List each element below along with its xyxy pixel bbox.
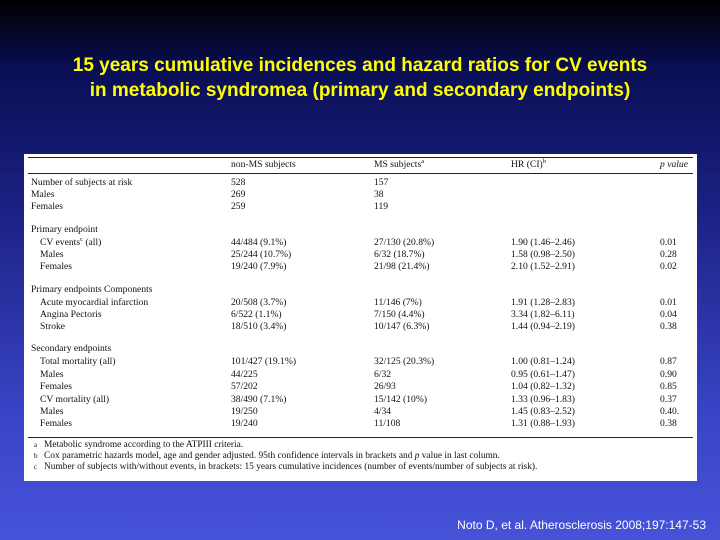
row-label-text: Primary endpoints Components [31, 284, 153, 295]
header-non-ms: non-MS subjects [231, 159, 296, 170]
row-label-text: Acute myocardial infarction [40, 297, 149, 308]
cell-p-value: 0.28 [660, 249, 677, 260]
footnote [34, 440, 243, 451]
cell-ms: 21/98 (21.4%) [374, 261, 430, 272]
cell-p-value: 0.85 [660, 381, 677, 392]
cell-non-ms: 18/510 (3.4%) [231, 321, 287, 332]
row-label-text: Females [40, 381, 72, 392]
row-label-text: Total mortality (all) [40, 356, 116, 367]
cell-non-ms: 57/202 [231, 381, 258, 392]
row-label [31, 224, 98, 236]
cell-p-value: 0.37 [660, 394, 677, 405]
cell-ms: 7/150 (4.4%) [374, 309, 425, 320]
cell-ms: 11/108 [374, 418, 401, 429]
cell-hr: 1.04 (0.82–1.32) [511, 381, 575, 392]
row-label [31, 177, 132, 189]
results-table [24, 154, 697, 481]
footnote-text: Number of subjects with/without events, in brackets: 15 years cumulative incidences (number of events/number of subjects at risk). [44, 462, 538, 472]
footnote-mark: a [34, 441, 38, 449]
footnote [34, 462, 537, 473]
row-label-text: Males [40, 369, 64, 380]
cell-hr: 1.00 (0.81–1.24) [511, 356, 575, 367]
cell-p-value: 0.38 [660, 321, 677, 332]
footnote-text: Metabolic syndrome according to the ATPIII criteria. [44, 440, 244, 450]
row-label [40, 249, 63, 261]
table-row [24, 406, 697, 418]
cell-non-ms: 44/484 (9.1%) [231, 237, 287, 248]
table-row [24, 356, 697, 368]
table-row [24, 189, 697, 201]
cell-non-ms: 269 [231, 189, 246, 200]
table-row [24, 297, 697, 309]
cell-hr: 1.90 (1.46–2.46) [511, 237, 575, 248]
cell-p-value: 0.01 [660, 237, 677, 248]
cell-ms: 157 [374, 177, 389, 188]
header-hr [511, 159, 546, 171]
footnote-italic: p [414, 451, 420, 461]
slide-title-line-2: in metabolic syndromea (primary and secondary endpoints) [89, 80, 631, 101]
row-label-text: CV events [40, 237, 81, 248]
table-row [24, 224, 697, 236]
cell-ms: 10/147 (6.3%) [374, 321, 430, 332]
cell-non-ms: 19/240 [231, 418, 258, 429]
table-row [24, 343, 697, 355]
table-row [24, 369, 697, 381]
cell-ms: 11/146 (7%) [374, 297, 422, 308]
cell-non-ms: 6/522 (1.1%) [231, 309, 282, 320]
cell-ms: 15/142 (10%) [374, 394, 428, 405]
row-label-text: Females [40, 261, 72, 272]
row-label [40, 237, 101, 249]
row-label-text: CV mortality (all) [40, 394, 110, 405]
cell-hr: 1.33 (0.96–1.83) [511, 394, 575, 405]
cell-non-ms: 19/250 [231, 406, 258, 417]
cell-hr: 1.44 (0.94–2.19) [511, 321, 575, 332]
row-label [31, 343, 111, 355]
cell-ms: 6/32 [374, 369, 392, 380]
cell-hr: 1.45 (0.83–2.52) [511, 406, 575, 417]
table-row [24, 201, 697, 213]
table-bottom-rule [28, 437, 693, 438]
row-label-text: Males [40, 406, 64, 417]
row-label [40, 369, 63, 381]
cell-ms: 38 [374, 189, 384, 200]
row-label [40, 321, 65, 333]
cell-p-value: 0.38 [660, 418, 677, 429]
table-row [24, 249, 697, 261]
row-label-text: Females [40, 418, 72, 429]
row-label-text: Angina Pectoris [40, 309, 102, 320]
row-label [40, 297, 148, 309]
footnote-mark: c [34, 463, 38, 471]
table-row [24, 261, 697, 273]
header-hr-text: HR (CI) [511, 159, 543, 170]
row-label [40, 261, 72, 273]
header-hr-sup: b [542, 157, 546, 165]
cell-p-value: 0.90 [660, 369, 677, 380]
table-header-row [24, 159, 697, 171]
row-label-text: Females [31, 201, 63, 212]
table-row [24, 284, 697, 296]
row-label [31, 201, 63, 213]
citation: Noto D, et al. Atherosclerosis 2008;197:147-53 [457, 518, 706, 532]
cell-ms: 6/32 (18.7%) [374, 249, 425, 260]
cell-non-ms: 20/508 (3.7%) [231, 297, 287, 308]
table-row [24, 394, 697, 406]
cell-non-ms: 44/225 [231, 369, 258, 380]
cell-p-value: 0.02 [660, 261, 677, 272]
cell-non-ms: 19/240 (7.9%) [231, 261, 287, 272]
footnote-text-end: value in last column. [419, 451, 500, 461]
row-label-text: Number of subjects at risk [31, 177, 133, 188]
header-ms [374, 159, 424, 171]
cell-non-ms: 25/244 (10.7%) [231, 249, 292, 260]
cell-ms: 26/93 [374, 381, 396, 392]
row-label-text: Secondary endpoints [31, 343, 112, 354]
row-label [40, 381, 72, 393]
header-ms-sup: a [421, 157, 425, 165]
row-label-suffix: (all) [82, 237, 102, 248]
cell-ms: 119 [374, 201, 389, 212]
footnote-text: Cox parametric hazards model, age and gender adjusted. 95th confidence intervals in brackets and [44, 451, 415, 461]
row-label [31, 189, 54, 201]
cell-hr: 1.58 (0.98–2.50) [511, 249, 575, 260]
cell-p-value: 0.40. [660, 406, 680, 417]
cell-non-ms: 259 [231, 201, 246, 212]
table-row [24, 381, 697, 393]
row-label-sup: c [80, 235, 83, 243]
cell-hr: 1.91 (1.28–2.83) [511, 297, 575, 308]
header-ms-text: MS subjects [374, 159, 422, 170]
footnote [34, 451, 500, 462]
footnote-mark: b [34, 452, 38, 460]
cell-ms: 27/130 (20.8%) [374, 237, 435, 248]
row-label-text: Males [31, 189, 55, 200]
cell-p-value: 0.87 [660, 356, 677, 367]
table-row [24, 177, 697, 189]
cell-hr: 3.34 (1.82–6.11) [511, 309, 575, 320]
row-label [40, 406, 63, 418]
cell-non-ms: 528 [231, 177, 246, 188]
table-row [24, 321, 697, 333]
row-label [40, 309, 102, 321]
cell-hr: 1.31 (0.88–1.93) [511, 418, 575, 429]
row-label [31, 284, 153, 296]
table-header-rule [28, 173, 693, 174]
cell-non-ms: 101/427 (19.1%) [231, 356, 297, 367]
header-p-value: p value [660, 159, 688, 170]
row-label-text: Primary endpoint [31, 224, 98, 235]
row-label-text: Males [40, 249, 64, 260]
table-row [24, 418, 697, 430]
table-row [24, 309, 697, 321]
slide-title-line-1: 15 years cumulative incidences and hazard ratios for CV events [72, 55, 648, 76]
slide-title [0, 53, 720, 103]
cell-hr: 0.95 (0.61–1.47) [511, 369, 575, 380]
row-label [40, 418, 72, 430]
row-label-text: Stroke [40, 321, 66, 332]
row-label [40, 356, 116, 368]
cell-p-value: 0.04 [660, 309, 677, 320]
cell-p-value: 0.01 [660, 297, 677, 308]
cell-ms: 32/125 (20.3%) [374, 356, 435, 367]
cell-ms: 4/34 [374, 406, 392, 417]
table-top-rule [28, 157, 693, 158]
table-row [24, 237, 697, 249]
cell-non-ms: 38/490 (7.1%) [231, 394, 287, 405]
cell-hr: 2.10 (1.52–2.91) [511, 261, 575, 272]
row-label [40, 394, 109, 406]
